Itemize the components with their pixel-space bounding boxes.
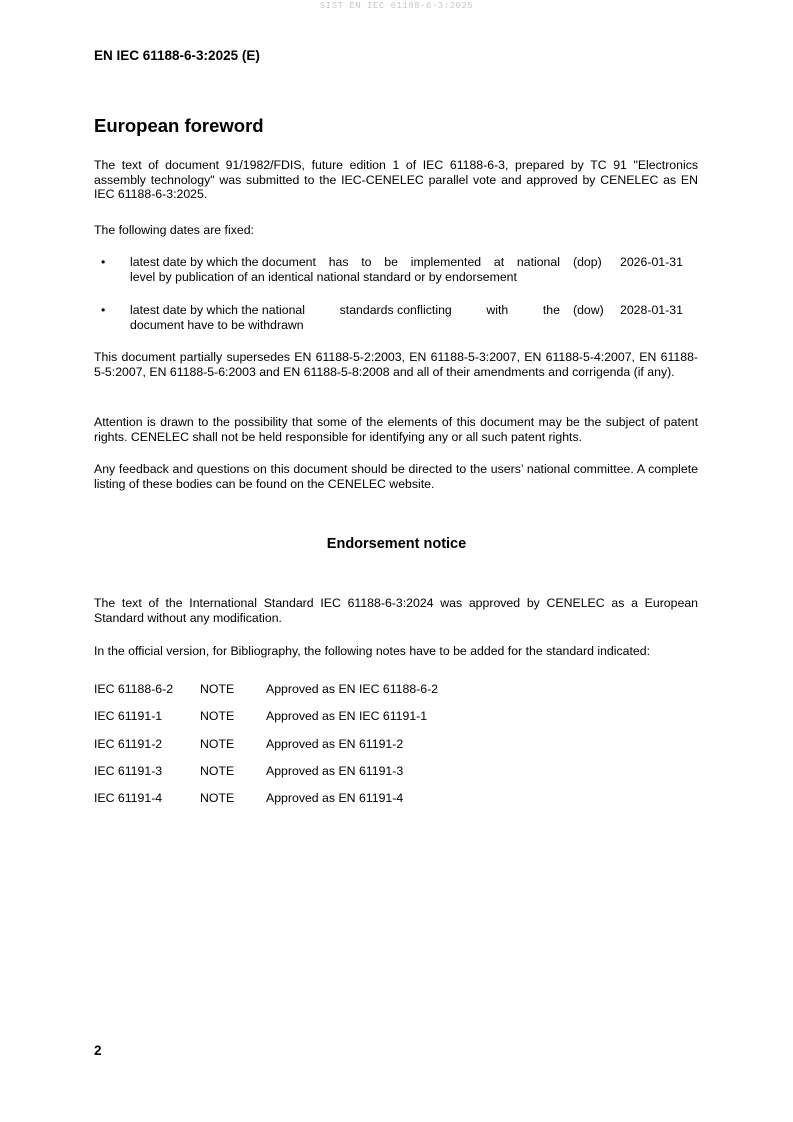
bibliography-intro: In the official version, for Bibliography, the following notes have to be added for the standard indicated: bbox=[94, 644, 650, 658]
note-text: Approved as EN IEC 61188-6-2 bbox=[266, 682, 439, 696]
note-standard: IEC 61191-3 bbox=[94, 764, 163, 778]
date-item-line2: document have to be withdrawn bbox=[130, 317, 304, 332]
note-label: NOTE bbox=[200, 682, 235, 696]
watermark: SIST EN IEC 61188-6-3:2025 bbox=[319, 1, 474, 11]
note-standard: IEC 61191-2 bbox=[94, 737, 163, 751]
note-row bbox=[94, 764, 698, 779]
note-row bbox=[94, 737, 698, 752]
date-value: 2028-01-31 bbox=[620, 303, 683, 317]
date-item-line1: latest date by which the national standards conflicting with the bbox=[130, 303, 560, 317]
note-row bbox=[94, 791, 698, 806]
note-text: Approved as EN 61191-3 bbox=[266, 764, 404, 778]
bullet-marker: • bbox=[101, 303, 106, 317]
note-standard: IEC 61191-4 bbox=[94, 791, 163, 805]
note-text: Approved as EN IEC 61191-1 bbox=[266, 709, 428, 723]
date-item-text bbox=[130, 255, 560, 284]
dates-intro: The following dates are fixed: bbox=[94, 223, 254, 237]
date-code: (dow) bbox=[573, 303, 604, 317]
note-label: NOTE bbox=[200, 791, 235, 805]
foreword-intro: The text of document 91/1982/FDIS, future edition 1 of IEC 61188-6-3, prepared by TC 91 "Electronics assembly technology" was submitted to the IEC-CENELEC parallel vote and approved by CENELEC as EN IEC 61188-6-3:2025. bbox=[94, 158, 698, 201]
note-standard: IEC 61188-6-2 bbox=[94, 682, 174, 696]
date-item-line1: latest date by which the document has to be implemented at national bbox=[130, 255, 560, 269]
date-value: 2026-01-31 bbox=[620, 255, 683, 269]
note-row bbox=[94, 682, 698, 697]
note-text: Approved as EN 61191-2 bbox=[266, 737, 404, 751]
page-number: 2 bbox=[94, 1043, 102, 1058]
feedback-paragraph: Any feedback and questions on this document should be directed to the users’ national committee. A complete listing of these bodies can be found on the CENELEC website. bbox=[94, 462, 698, 491]
supersedes-paragraph: This document partially supersedes EN 61188-5-2:2003, EN 61188-5-3:2007, EN 61188-5-4:2007, EN 61188-5-5:2007, EN 61188-5-6:2003 and EN 61188-5-8:2008 and all of their amendments and corrigenda (if any). bbox=[94, 350, 698, 379]
endorsement-title: Endorsement notice bbox=[326, 536, 467, 552]
note-text: Approved as EN 61191-4 bbox=[266, 791, 404, 805]
date-code: (dop) bbox=[573, 255, 602, 269]
date-item-text bbox=[130, 303, 560, 332]
note-label: NOTE bbox=[200, 764, 235, 778]
date-item-line2: level by publication of an identical national standard or by endorsement bbox=[130, 269, 517, 284]
note-standard: IEC 61191-1 bbox=[94, 709, 163, 723]
note-row bbox=[94, 709, 698, 724]
endorsement-text: The text of the International Standard IEC 61188-6-3:2024 was approved by CENELEC as a European Standard without any modification. bbox=[94, 596, 698, 625]
foreword-title: European foreword bbox=[94, 115, 264, 136]
note-label: NOTE bbox=[200, 709, 235, 723]
document-id: EN IEC 61188-6-3:2025 (E) bbox=[94, 48, 260, 63]
patent-paragraph: Attention is drawn to the possibility that some of the elements of this document may be the subject of patent rights. CENELEC shall not be held responsible for identifying any or all such patent rights. bbox=[94, 415, 698, 444]
note-label: NOTE bbox=[200, 737, 235, 751]
bullet-marker: • bbox=[101, 255, 106, 269]
